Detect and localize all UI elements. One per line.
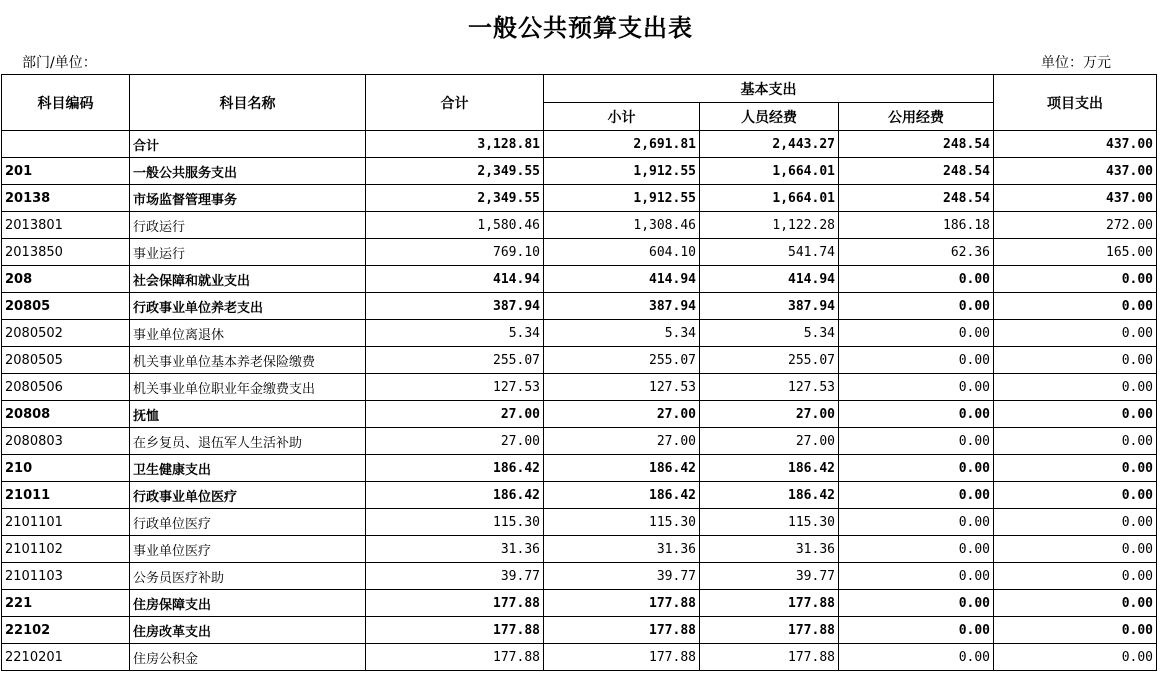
- table-body: [2, 131, 1157, 671]
- row-code: 2013801: [2, 212, 130, 239]
- row-project: 0.00: [994, 455, 1157, 482]
- row-subtotal: 5.34: [544, 320, 700, 347]
- table-row: [2, 401, 1157, 428]
- row-code: 2101102: [2, 536, 130, 563]
- row-subtotal: 186.42: [544, 455, 700, 482]
- row-public: 0.00: [839, 293, 994, 320]
- row-personnel: 31.36: [700, 536, 839, 563]
- row-project: 165.00: [994, 239, 1157, 266]
- header-subtotal: 小计: [544, 103, 700, 131]
- table-row: [2, 239, 1157, 266]
- row-subtotal: 27.00: [544, 401, 700, 428]
- table-row: [2, 374, 1157, 401]
- header-name: 科目名称: [130, 75, 366, 131]
- row-total: 5.34: [366, 320, 544, 347]
- row-name: 一般公共服务支出: [130, 158, 366, 185]
- row-code: 221: [2, 590, 130, 617]
- row-name: 行政运行: [130, 212, 366, 239]
- table-row: [2, 266, 1157, 293]
- row-code: 201: [2, 158, 130, 185]
- row-project: 0.00: [994, 482, 1157, 509]
- table-row: [2, 212, 1157, 239]
- row-name: 公务员医疗补助: [130, 563, 366, 590]
- row-code: 2080502: [2, 320, 130, 347]
- table-row: [2, 509, 1157, 536]
- header-basic: 基本支出: [544, 75, 994, 103]
- row-subtotal: 127.53: [544, 374, 700, 401]
- row-total: 27.00: [366, 401, 544, 428]
- row-personnel: 1,664.01: [700, 185, 839, 212]
- row-project: 437.00: [994, 185, 1157, 212]
- row-code: 210: [2, 455, 130, 482]
- row-name: 住房公积金: [130, 644, 366, 671]
- row-total: 2,349.55: [366, 185, 544, 212]
- row-subtotal: 177.88: [544, 644, 700, 671]
- row-personnel: 541.74: [700, 239, 839, 266]
- table-row: [2, 536, 1157, 563]
- row-public: 0.00: [839, 482, 994, 509]
- row-public: 0.00: [839, 590, 994, 617]
- row-code: 2080506: [2, 374, 130, 401]
- row-personnel: 5.34: [700, 320, 839, 347]
- row-subtotal: 39.77: [544, 563, 700, 590]
- row-name: 社会保障和就业支出: [130, 266, 366, 293]
- row-subtotal: 1,308.46: [544, 212, 700, 239]
- row-total: 177.88: [366, 590, 544, 617]
- row-total: 3,128.81: [366, 131, 544, 158]
- row-code: 208: [2, 266, 130, 293]
- table-row: [2, 617, 1157, 644]
- row-subtotal: 115.30: [544, 509, 700, 536]
- header-code: 科目编码: [2, 75, 130, 131]
- row-public: 0.00: [839, 401, 994, 428]
- row-code: 2210201: [2, 644, 130, 671]
- row-project: 272.00: [994, 212, 1157, 239]
- row-total: 115.30: [366, 509, 544, 536]
- row-public: 0.00: [839, 455, 994, 482]
- row-subtotal: 27.00: [544, 428, 700, 455]
- table-row: [2, 455, 1157, 482]
- row-personnel: 1,664.01: [700, 158, 839, 185]
- row-personnel: 177.88: [700, 590, 839, 617]
- table-row: [2, 158, 1157, 185]
- row-project: 0.00: [994, 509, 1157, 536]
- row-code: [2, 131, 130, 158]
- row-personnel: 387.94: [700, 293, 839, 320]
- table-row: [2, 185, 1157, 212]
- row-project: 0.00: [994, 563, 1157, 590]
- row-personnel: 186.42: [700, 455, 839, 482]
- row-project: 0.00: [994, 293, 1157, 320]
- row-personnel: 177.88: [700, 617, 839, 644]
- row-code: 2080505: [2, 347, 130, 374]
- row-code: 20138: [2, 185, 130, 212]
- table-row: [2, 347, 1157, 374]
- row-total: 27.00: [366, 428, 544, 455]
- row-personnel: 255.07: [700, 347, 839, 374]
- row-name: 机关事业单位职业年金缴费支出: [130, 374, 366, 401]
- row-project: 0.00: [994, 266, 1157, 293]
- table-row: [2, 428, 1157, 455]
- row-subtotal: 31.36: [544, 536, 700, 563]
- row-personnel: 127.53: [700, 374, 839, 401]
- row-subtotal: 1,912.55: [544, 185, 700, 212]
- row-public: 0.00: [839, 347, 994, 374]
- row-public: 0.00: [839, 536, 994, 563]
- row-personnel: 2,443.27: [700, 131, 839, 158]
- row-name: 事业运行: [130, 239, 366, 266]
- table-row: [2, 482, 1157, 509]
- header-project: 项目支出: [994, 75, 1157, 131]
- row-name: 在乡复员、退伍军人生活补助: [130, 428, 366, 455]
- table-row: [2, 644, 1157, 671]
- row-total: 255.07: [366, 347, 544, 374]
- row-personnel: 27.00: [700, 401, 839, 428]
- row-project: 437.00: [994, 158, 1157, 185]
- row-code: 20808: [2, 401, 130, 428]
- row-public: 0.00: [839, 617, 994, 644]
- header-total: 合计: [366, 75, 544, 131]
- row-name: 合计: [130, 131, 366, 158]
- row-public: 186.18: [839, 212, 994, 239]
- table-row: [2, 320, 1157, 347]
- row-public: 248.54: [839, 185, 994, 212]
- row-public: 0.00: [839, 428, 994, 455]
- row-project: 437.00: [994, 131, 1157, 158]
- department-label: 部门/单位：: [22, 55, 97, 71]
- row-name: 事业单位医疗: [130, 536, 366, 563]
- row-total: 414.94: [366, 266, 544, 293]
- row-public: 0.00: [839, 266, 994, 293]
- row-project: 0.00: [994, 347, 1157, 374]
- row-subtotal: 255.07: [544, 347, 700, 374]
- row-public: 248.54: [839, 158, 994, 185]
- table-row: [2, 131, 1157, 158]
- row-name: 行政事业单位医疗: [130, 482, 366, 509]
- page-title: 一般公共预算支出表: [468, 13, 693, 42]
- table-row: [2, 590, 1157, 617]
- row-project: 0.00: [994, 320, 1157, 347]
- row-subtotal: 177.88: [544, 590, 700, 617]
- row-project: 0.00: [994, 536, 1157, 563]
- row-total: 177.88: [366, 617, 544, 644]
- row-public: 0.00: [839, 320, 994, 347]
- row-subtotal: 604.10: [544, 239, 700, 266]
- row-code: 21011: [2, 482, 130, 509]
- row-code: 20805: [2, 293, 130, 320]
- unit-label: 单位：万元: [1041, 55, 1111, 71]
- table-row: [2, 293, 1157, 320]
- row-name: 住房保障支出: [130, 590, 366, 617]
- row-project: 0.00: [994, 617, 1157, 644]
- row-personnel: 414.94: [700, 266, 839, 293]
- row-total: 186.42: [366, 455, 544, 482]
- row-name: 事业单位离退休: [130, 320, 366, 347]
- row-name: 卫生健康支出: [130, 455, 366, 482]
- row-name: 抚恤: [130, 401, 366, 428]
- row-name: 机关事业单位基本养老保险缴费: [130, 347, 366, 374]
- row-project: 0.00: [994, 644, 1157, 671]
- row-personnel: 177.88: [700, 644, 839, 671]
- row-subtotal: 387.94: [544, 293, 700, 320]
- row-personnel: 115.30: [700, 509, 839, 536]
- row-code: 2013850: [2, 239, 130, 266]
- row-public: 0.00: [839, 563, 994, 590]
- row-total: 2,349.55: [366, 158, 544, 185]
- row-public: 0.00: [839, 644, 994, 671]
- row-project: 0.00: [994, 401, 1157, 428]
- row-code: 2101101: [2, 509, 130, 536]
- row-name: 行政单位医疗: [130, 509, 366, 536]
- row-public: 0.00: [839, 374, 994, 401]
- row-code: 2101103: [2, 563, 130, 590]
- row-total: 186.42: [366, 482, 544, 509]
- row-subtotal: 2,691.81: [544, 131, 700, 158]
- budget-table: [1, 74, 1157, 671]
- row-name: 市场监督管理事务: [130, 185, 366, 212]
- row-name: 住房改革支出: [130, 617, 366, 644]
- row-total: 177.88: [366, 644, 544, 671]
- row-personnel: 186.42: [700, 482, 839, 509]
- row-subtotal: 1,912.55: [544, 158, 700, 185]
- table-row: [2, 563, 1157, 590]
- row-name: 行政事业单位养老支出: [130, 293, 366, 320]
- header-personnel: 人员经费: [700, 103, 839, 131]
- row-total: 769.10: [366, 239, 544, 266]
- row-total: 39.77: [366, 563, 544, 590]
- row-personnel: 1,122.28: [700, 212, 839, 239]
- row-subtotal: 186.42: [544, 482, 700, 509]
- row-public: 0.00: [839, 509, 994, 536]
- row-personnel: 39.77: [700, 563, 839, 590]
- row-public: 248.54: [839, 131, 994, 158]
- row-total: 127.53: [366, 374, 544, 401]
- row-public: 62.36: [839, 239, 994, 266]
- row-total: 1,580.46: [366, 212, 544, 239]
- header-public: 公用经费: [839, 103, 994, 131]
- row-total: 31.36: [366, 536, 544, 563]
- row-code: 2080803: [2, 428, 130, 455]
- row-subtotal: 414.94: [544, 266, 700, 293]
- row-project: 0.00: [994, 374, 1157, 401]
- row-project: 0.00: [994, 590, 1157, 617]
- row-subtotal: 177.88: [544, 617, 700, 644]
- row-total: 387.94: [366, 293, 544, 320]
- row-project: 0.00: [994, 428, 1157, 455]
- row-personnel: 27.00: [700, 428, 839, 455]
- row-code: 22102: [2, 617, 130, 644]
